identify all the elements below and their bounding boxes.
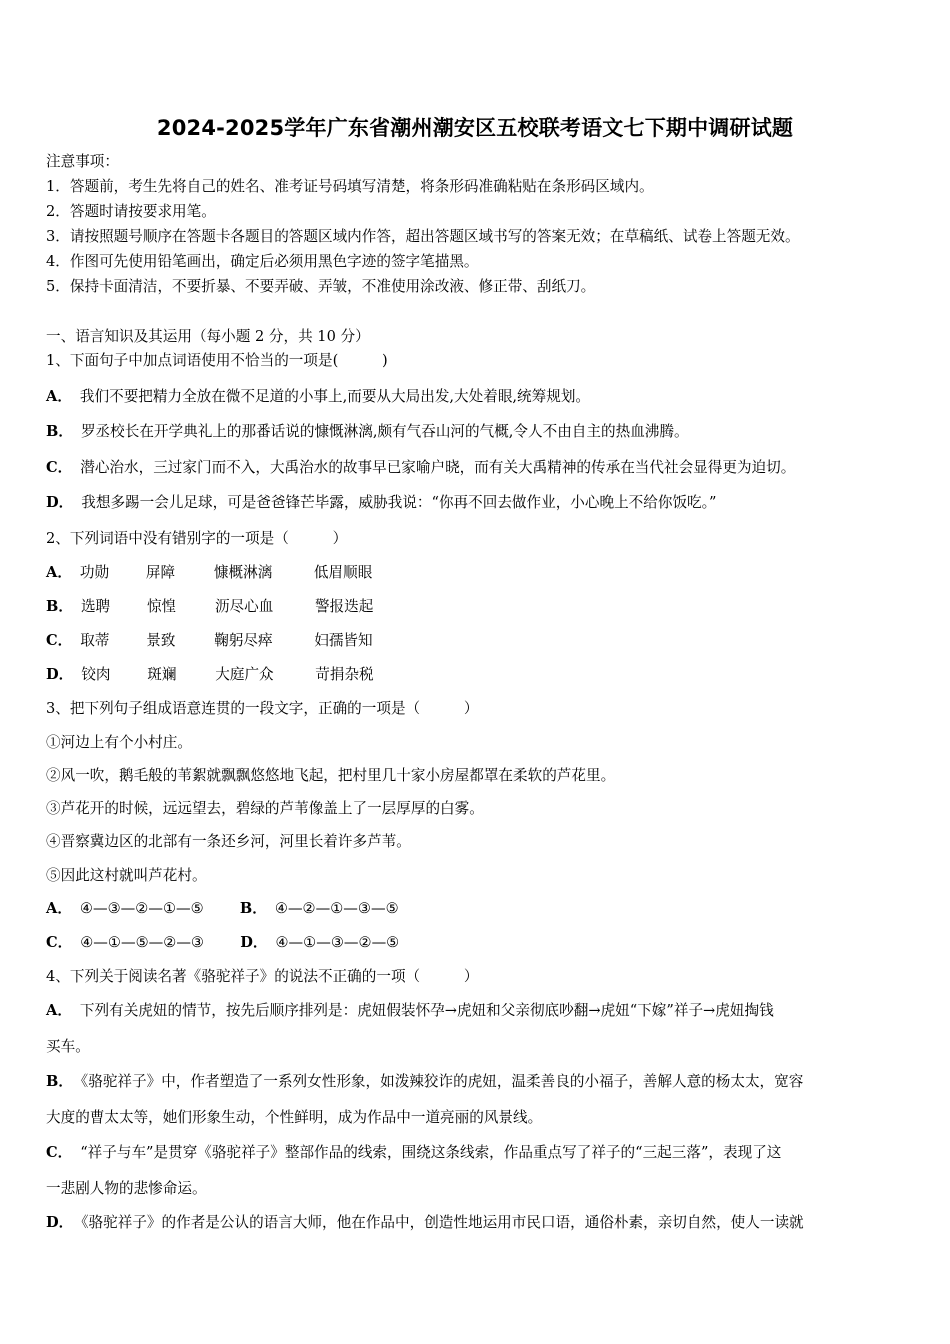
question-4-option-b [46, 1072, 803, 1092]
question-2-stem: 2、下列词语中没有错别字的一项是（ ） [46, 530, 348, 547]
question-1-option-c [46, 458, 795, 478]
section-heading: 一、语言知识及其运用（每小题 2 分，共 10 分） [46, 328, 370, 345]
option-word: 功勋 [79, 564, 110, 581]
option-letter: D． [46, 494, 74, 511]
option-letter: D． [240, 934, 268, 951]
option-letter: C． [46, 1144, 73, 1161]
question-3-sentence: ③芦花开的时候，远远望去，碧绿的芦苇像盖上了一层厚厚的白雾。 [46, 800, 484, 817]
notice-item: 1．答题前，考生先将自己的姓名、准考证号码填写清楚，将条形码准确粘贴在条形码区域内。 [46, 178, 654, 195]
option-word: 慷概淋漓 [213, 564, 273, 581]
option-text: 《骆驼祥子》中，作者塑造了一系列女性形象，如泼辣狡诈的虎妞，温柔善良的小福子，善解人意的杨太太，宽容 [80, 1073, 804, 1090]
option-word: 铰肉 [81, 666, 111, 683]
question-4-option-a [46, 1001, 774, 1021]
option-word: 景致 [146, 632, 176, 649]
option-text: 下列有关虎妞的情节，按先后顺序排列是：虎妞假装怀孕→虎妞和父亲彻底吵翻→虎妞“下嫁”祥子→虎妞掏钱 [79, 1002, 774, 1019]
option-letter: C． [46, 632, 73, 649]
notice-item: 4．作图可先使用铅笔画出，确定后必须用黑色字迹的签字笔描黑。 [46, 253, 479, 270]
option-text: ④—③—②—①—⑤ [79, 900, 204, 917]
option-text: 《骆驼祥子》的作者是公认的语言大师，他在作品中，创造性地运用市民口语，通俗朴素，亲切自然，使人一读就 [81, 1214, 804, 1231]
option-letter: A． [46, 900, 72, 917]
question-3-sentence: ④晋察冀边区的北部有一条还乡河，河里长着许多芦苇。 [46, 833, 411, 850]
question-2-option-d [46, 665, 374, 685]
option-word: 警报迭起 [314, 598, 374, 615]
question-3-sentence: ①河边上有个小村庄。 [46, 734, 192, 751]
option-text: ④—②—①—③—⑤ [274, 900, 399, 917]
notice-heading: 注意事项： [46, 153, 119, 170]
question-3-options-row-1 [46, 899, 399, 919]
option-letter: A． [46, 564, 72, 581]
question-4-option-a-cont: 买车。 [46, 1038, 90, 1055]
option-word: 妇孺皆知 [314, 632, 373, 649]
option-text: 罗丞校长在开学典礼上的那番话说的慷慨淋漓,颇有气吞山河的气概,令人不由自主的热血沸腾。 [80, 423, 689, 440]
option-letter: B． [46, 598, 73, 615]
option-word: 鞠躬尽瘁 [214, 632, 273, 649]
option-word: 苛捐杂税 [315, 666, 374, 683]
option-word: 沥尽心血 [214, 598, 274, 615]
option-letter: D． [46, 666, 74, 683]
option-letter: C． [46, 459, 73, 476]
question-1-option-a [46, 387, 590, 407]
question-1-option-b [46, 422, 689, 442]
option-letter: A． [46, 1002, 72, 1019]
question-2-option-a [46, 563, 372, 583]
option-word: 取蒂 [80, 632, 110, 649]
option-text: “祥子与车”是贯穿《骆驼祥子》整部作品的线索，围绕这条线索，作品重点写了祥子的“三起三落”，表现了这 [80, 1144, 782, 1161]
option-word: 低眉顺眼 [313, 564, 373, 581]
option-text: 我们不要把精力全放在微不足道的小事上,而要从大局出发,大处着眼,统筹规划。 [79, 388, 591, 405]
question-1-stem: 1、下面句子中加点词语使用不恰当的一项是( ) [46, 352, 388, 369]
option-text: ④—①—⑤—②—③ [80, 934, 205, 951]
option-word: 选聘 [80, 598, 111, 615]
page-title: 2024-2025学年广东省潮州潮安区五校联考语文七下期中调研试题 [156, 116, 794, 140]
option-word: 屏障 [145, 564, 176, 581]
option-letter: A． [46, 388, 72, 405]
notice-item: 3．请按照题号顺序在答题卡各题目的答题区域内作答，超出答题区域书写的答案无效；在草稿纸、试卷上答题无效。 [46, 228, 800, 245]
option-text: ④—①—③—②—⑤ [275, 934, 400, 951]
option-letter: D． [46, 1214, 74, 1231]
option-word: 斑斓 [147, 666, 177, 683]
option-text: 我想多踢一会儿足球，可是爸爸锋芒毕露，威胁我说：“你再不回去做作业，小心晚上不给你饭吃。” [81, 494, 717, 511]
question-2-option-b [46, 597, 373, 617]
option-word: 惊惶 [146, 598, 177, 615]
question-4-option-b-cont: 大度的曹太太等，她们形象生动，个性鲜明，成为作品中一道亮丽的风景线。 [46, 1109, 543, 1126]
question-1-option-d [46, 493, 716, 513]
option-letter: B． [46, 423, 73, 440]
question-4-stem: 4、下列关于阅读名著《骆驼祥子》的说法不正确的一项（ ） [46, 968, 479, 985]
question-3-sentence: ②风一吹，鹅毛般的苇絮就飘飘悠悠地飞起，把村里几十家小房屋都罩在柔软的芦花里。 [46, 767, 616, 784]
notice-item: 5．保持卡面清洁，不要折暴、不要弄破、弄皱，不准使用涂改液、修正带、刮纸刀。 [46, 278, 596, 295]
option-letter: B． [46, 1073, 73, 1090]
question-4-option-c-cont: 一悲剧人物的悲惨命运。 [46, 1180, 207, 1197]
question-4-option-c [46, 1143, 781, 1163]
question-3-stem: 3、把下列句子组成语意连贯的一段文字，正确的一项是（ ） [46, 700, 479, 717]
question-3-options-row-2 [46, 933, 399, 953]
notice-item: 2．答题时请按要求用笔。 [46, 203, 216, 220]
option-letter: C． [46, 934, 73, 951]
option-letter: B． [239, 900, 267, 917]
question-4-option-d [46, 1213, 804, 1233]
question-2-option-c [46, 631, 373, 651]
option-text: 潜心治水，三过家门而不入，大禹治水的故事早已家喻户晓，而有关大禹精神的传承在当代社会显得更为迫切。 [80, 459, 796, 476]
option-word: 大庭广众 [215, 666, 274, 683]
question-3-sentence: ⑤因此这村就叫芦花村。 [46, 867, 207, 884]
